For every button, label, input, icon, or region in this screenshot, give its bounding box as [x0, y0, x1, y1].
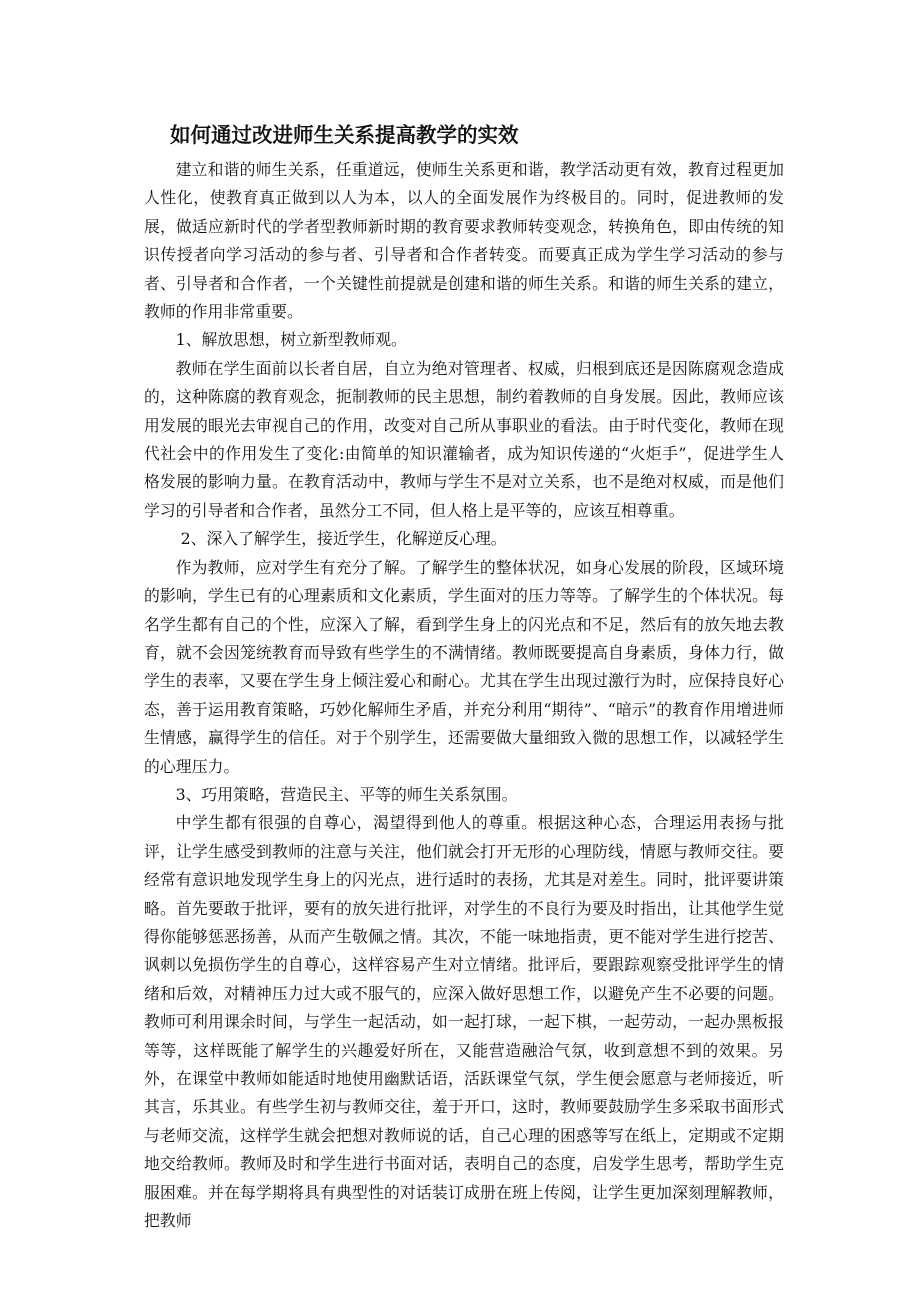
- document-title: 如何通过改进师生关系提高教学的实效: [170, 123, 519, 147]
- section-heading-2: 2、深入了解学生，接近学生，化解逆反心理。: [180, 529, 507, 549]
- section-heading-3: 3、巧用策略，营造民主、平等的师生关系氛围。: [175, 784, 518, 804]
- section-heading-1: 1、解放思想，树立新型教师观。: [175, 330, 407, 350]
- section-1-paragraph: 教师在学生面前以长者自居，自立为绝对管理者、权威，归根到底还是因陈腐观念造成的，这种陈腐的教育观念，扼制教师的民主思想，制约着教师的自身发展。因此，教师应该用发展的眼光去审视自己的作用，改变对自己所从事职业的看法。由于时代变化，教师在现代社会中的作用发生了变化:由简单的知识灌输者，成为知识传递的“火炬手”，促进学生人格发展的影响力量。在教育活动中，教师与学生不是对立关系，也不是绝对权威，而是他们学习的引导者和合作者，虽然分工不同，但人格上是平等的，应该互相尊重。: [144, 358, 784, 520]
- intro-paragraph: 建立和谐的师生关系，任重道远，使师生关系更和谐，教学活动更有效，教育过程更加人性化，使教育真正做到以人为本，以人的全面发展作为终极目的。同时，促进教师的发展，做适应新时代的学者型教师新时期的教育要求教师转变观念，转换角色，即由传统的知识传授者向学习活动的参与者、引导者和合作者转变。而要真正成为学生学习活动的参与者、引导者和合作者，一个关键性前提就是创建和谐的师生关系。和谐的师生关系的建立，教师的作用非常重要。: [144, 160, 784, 322]
- document-body: [144, 118, 784, 1235]
- section-3-paragraph: 中学生都有很强的自尊心，渴望得到他人的尊重。根据这种心态，合理运用表扬与批评，让学生感受到教师的注意与关注，他们就会打开无形的心理防线，情愿与教师交往。要经常有意识地发现学生身上的闪光点，进行适时的表扬，尤其是对差生。同时，批评要讲策略。首先要敢于批评，要有的放矢进行批评，对学生的不良行为要及时指出，让其他学生觉得你能够惩恶扬善，从而产生敬佩之情。其次，不能一味地指责，更不能对学生进行挖苦、讽刺以免损伤学生的自尊心，这样容易产生对立情绪。批评后，要跟踪观察受批评学生的情绪和后效，对精神压力过大或不服气的，应深入做好思想工作，以避免产生不必要的问题。教师可利用课余时间，与学生一起活动，如一起打球，一起下棋，一起劳动，一起办黑板报等等，这样既能了解学生的兴趣爱好所在，又能营造融洽气氛，收到意想不到的效果。另外，在课堂中教师如能适时地使用幽默话语，活跃课堂气氛，学生便会愿意与老师接近，听其言，乐其业。有些学生初与教师交往，羞于开口，这时，教师要鼓励学生多采取书面形式与老师交流，这样学生就会把想对教师说的话，自己心理的困惑等写在纸上，定期或不定期地交给教师。教师及时和学生进行书面对话，表明自己的态度，启发学生思考，帮助学生克服困难。并在每学期将具有典型性的对话装订成册在班上传阅，让学生更加深刻理解教师，把教师: [144, 813, 784, 1231]
- section-2-paragraph: 作为教师，应对学生有充分了解。了解学生的整体状况，如身心发展的阶段，区域环境的影响，学生已有的心理素质和文化素质，学生面对的压力等等。了解学生的个体状况。每名学生都有自己的个性，应深入了解，看到学生身上的闪光点和不足，然后有的放矢地去教育，就不会因笼统教育而导致有些学生的不满情绪。教师既要提高自身素质，身体力行，做学生的表率，又要在学生身上倾注爱心和耐心。尤其在学生出现过激行为时，应保持良好心态，善于运用教育策略，巧妙化解师生矛盾，并充分利用“期待”、“暗示”的教育作用增进师生情感，赢得学生的信任。对于个别学生，还需要做大量细致入微的思想工作，以减轻学生的心理压力。: [144, 557, 784, 776]
